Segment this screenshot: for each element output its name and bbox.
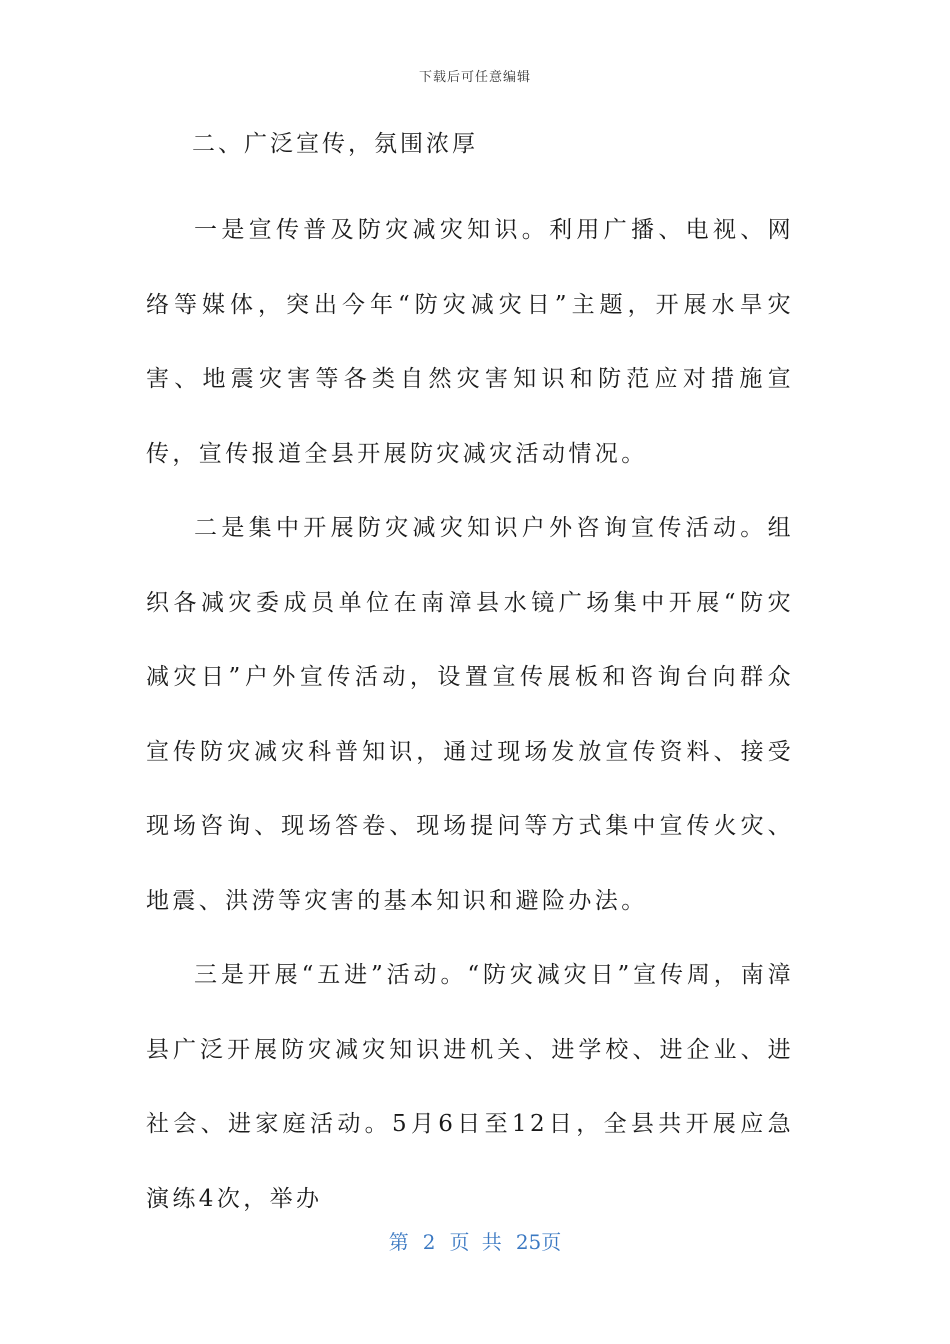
paragraph-3: 三是开展“五进”活动。“防灾减灾日”宣传周，南漳县广泛开展防灾减灾知识进机关、进学校、进企业、进社会、进家庭活动。5月6日至12日，全县共开展应急演练4次，举办 [146,962,794,1212]
page-number-footer [0,1226,950,1255]
paragraph-1: 一是宣传普及防灾减灾知识。利用广播、电视、网络等媒体，突出今年“防灾减灾日”主题，开展水旱灾害、地震灾害等各类自然灾害知识和防范应对措施宣传，宣传报道全县开展防灾减灾活动情况。 [146,217,794,467]
section-heading: 二、广泛宣传，氛围浓厚 [192,131,478,157]
footer-middle: 页 共 [449,1230,502,1254]
footer-prefix: 第 [388,1230,409,1254]
paragraph-2: 二是集中开展防灾减灾知识户外咨询宣传活动。组织各减灾委成员单位在南漳县水镜广场集中开展“防灾减灾日”户外宣传活动，设置宣传展板和咨询台向群众宣传防灾减灾科普知识，通过现场发放宣传资料、接受现场咨询、现场答卷、现场提问等方式集中宣传火灾、地震、洪涝等灾害的基本知识和避险办法。 [146,515,794,914]
footer-total-pages: 25页 [515,1230,562,1254]
header-note: 下载后可任意编辑 [418,70,531,85]
document-body [146,118,794,1236]
footer-current-page: 2 [422,1230,436,1254]
